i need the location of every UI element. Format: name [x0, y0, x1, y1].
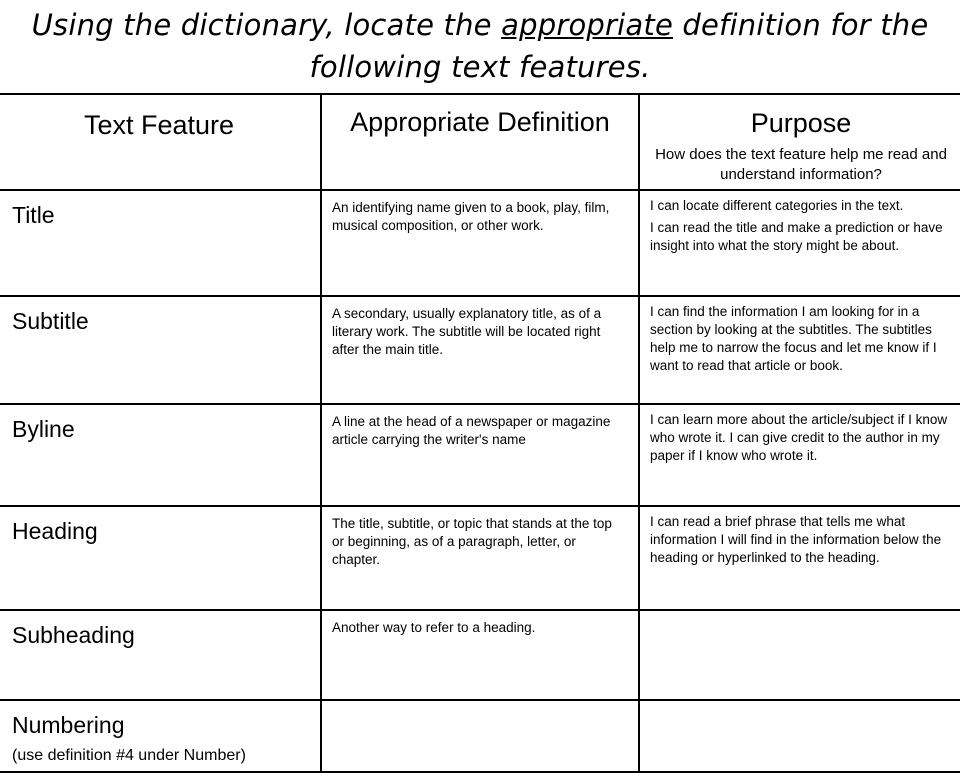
- header-purpose: [639, 94, 960, 190]
- header-definition-label: Appropriate Definition: [350, 107, 610, 137]
- feature-cell: Title: [0, 190, 321, 296]
- header-text-feature: [0, 94, 321, 190]
- text-features-table: [0, 93, 960, 773]
- table-header-row: [0, 94, 960, 190]
- feature-cell: Subheading: [0, 610, 321, 700]
- purpose-text: I can find the information I am looking for in a section by looking at the subtitles. The subtitles help me to narrow the focus and let me know if I want to read that article or book.: [650, 304, 937, 373]
- table-row: [0, 296, 960, 404]
- definition-cell: An identifying name given to a book, play, film, musical composition, or other work.: [321, 190, 639, 296]
- table-row: [0, 506, 960, 610]
- table-row: [0, 700, 960, 772]
- feature-cell: Subtitle: [0, 296, 321, 404]
- purpose-cell-empty: [639, 610, 960, 700]
- table-row: [0, 610, 960, 700]
- worksheet-instructions: [0, 4, 960, 88]
- feature-cell: Heading: [0, 506, 321, 610]
- definition-cell: The title, subtitle, or topic that stands at the top or beginning, as of a paragraph, letter, or chapter.: [321, 506, 639, 610]
- feature-cell: [0, 700, 321, 772]
- purpose-cell: [639, 296, 960, 404]
- feature-label: Numbering: [12, 712, 125, 738]
- purpose-text: I can learn more about the article/subject if I know who wrote it. I can give credit to the author in my paper if I know who wrote it.: [650, 412, 948, 463]
- header-purpose-label: Purpose: [750, 108, 852, 138]
- purpose-text: I can read a brief phrase that tells me what information I will find in the information below the heading or hyperlinked to the heading.: [650, 514, 942, 565]
- header-text-feature-label: Text Feature: [83, 110, 235, 140]
- instructions-text-start: Using the dictionary, locate the: [31, 8, 502, 42]
- purpose-cell: [639, 506, 960, 610]
- table-row: [0, 190, 960, 296]
- definition-cell: A secondary, usually explanatory title, as of a literary work. The subtitle will be located right after the main title.: [321, 296, 639, 404]
- feature-cell: Byline: [0, 404, 321, 506]
- purpose-text: I can locate different categories in the text.: [650, 198, 904, 213]
- definition-cell-empty: [321, 700, 639, 772]
- instructions-underlined-word: appropriate: [501, 8, 673, 42]
- instructions-text-end: definition for the following text features.: [309, 8, 929, 84]
- purpose-text: I can read the title and make a prediction or have insight into what the story might be about.: [650, 220, 943, 253]
- definition-cell: Another way to refer to a heading.: [321, 610, 639, 700]
- table-row: [0, 404, 960, 506]
- header-appropriate-definition: [321, 94, 639, 190]
- feature-note: (use definition #4 under Number): [12, 747, 246, 764]
- purpose-cell-empty: [639, 700, 960, 772]
- purpose-cell: [639, 404, 960, 506]
- definition-cell: A line at the head of a newspaper or magazine article carrying the writer's name: [321, 404, 639, 506]
- header-purpose-question: How does the text feature help me read and understand information?: [655, 146, 947, 183]
- purpose-cell: [639, 190, 960, 296]
